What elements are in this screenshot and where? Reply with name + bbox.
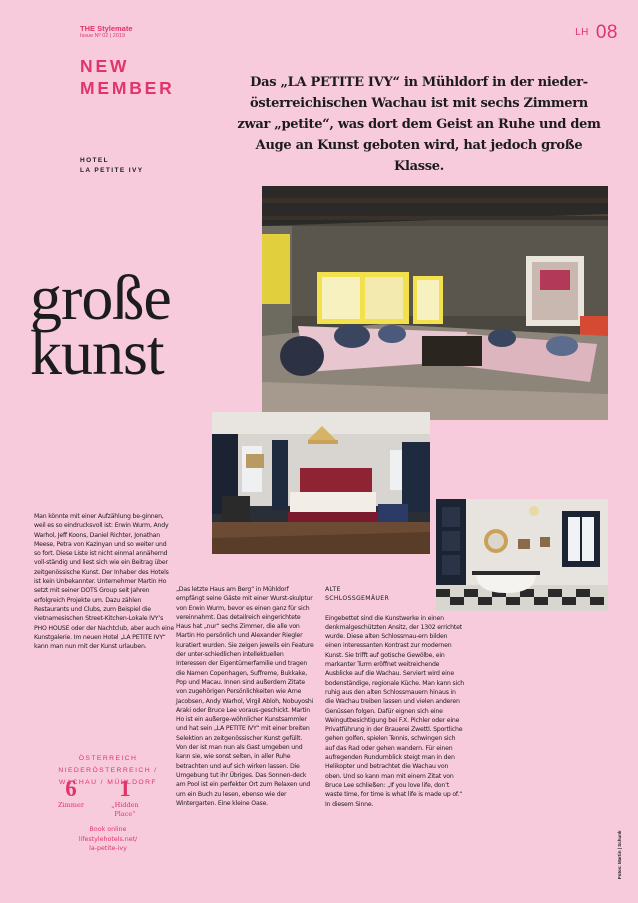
headline-line1: große	[30, 262, 171, 333]
column-3-subheading-line1: ALTE	[325, 586, 341, 593]
column-3-subheading-line2: SCHLOSSGEMÄUER	[325, 595, 390, 603]
body-column-1: Man könnte mit einer Aufzählung be-ginnen, weil es so eindrucksvoll ist: Erwin Wurm, Andy Warhol, Jeff Koons, Daniel Richter, Jonathan Meese, Petra von Kazinyan und so weiter und so fort. Diese Liste ist nicht einmal annähernd voll-ständig und liest sich wie ein Beitrag über zeitgenössische Kunst. Der Inhaber des Hotels ist kein Unbekannter. Unternehmer Martin Ho setzt mit seiner DOTS Group seit Jahren erfolgreich Projekte um. Dazu zählen Restaurants und Clubs, zum Beispiel die vietnamesischen Street-Kitchen-Lokale IVY’s PHO HOUSE oder der Nachtclub, aber auch eine Kunstgalerie. Im neuen Hotel „LA PETITE IVY“ kann man nun mit der Kunst urlauben.	[34, 513, 174, 651]
photo-credit: Fotos: Martin | Schunk	[617, 830, 622, 879]
stat-hidden-place	[90, 777, 160, 818]
location-country: ÖSTERREICH	[78, 755, 138, 762]
page-prefix: LH	[575, 27, 589, 38]
rooms-label: Zimmer	[58, 801, 84, 809]
page-number-value: 08	[595, 22, 618, 43]
book-online-line1: Book online	[89, 826, 127, 833]
book-online-line2: lifestylehotels.net/	[78, 835, 138, 843]
book-online-link[interactable]	[34, 825, 182, 854]
location-region: NIEDERÖSTERREICH /	[58, 767, 158, 774]
issue-number: Issue Nº 02 | 2019	[80, 33, 126, 39]
hotel-label-line2: LA PETITE IVY	[80, 167, 144, 174]
book-online-line3: la-petite-ivy	[89, 845, 127, 852]
headline-line2: kunst	[30, 317, 164, 388]
column-3-subheading	[325, 585, 465, 604]
lead-paragraph: Das „LA PETITE IVY“ in Mühldorf in der nieder-österreichischen Wachau ist mit sechs Zimmern zwar „petite“, was dort dem Geist an Ruhe und dem Auge an Kunst geboten wird, hat jedoch große Klasse.	[237, 75, 601, 174]
section-label-line2: MEMBER	[80, 78, 175, 98]
hidden-place-count: 1	[119, 776, 131, 801]
photo-bedroom	[212, 412, 430, 554]
headline	[30, 262, 240, 388]
rooms-count: 6	[65, 776, 77, 801]
magazine-brand: THE Stylemate	[80, 24, 133, 33]
location-area: WACHAU / MÜHLDORF	[59, 779, 157, 786]
hotel-label	[80, 156, 143, 176]
body-column-3	[325, 585, 465, 809]
body-column-2: „Das letzte Haus am Berg“ in Mühldorf empfängt seine Gäste mit einer Wurst-skulptur von Erwin Wurm, bevor es einen ganz für sich vereinnahmt. Das detailreich eingerichtete Haus hat „nur“ sechs Zimmer, die alle von Martin Ho persönlich und Alexander Riegler kuratiert wurden. Sie zeigen jeweils ein Feature der unter-schiedlichen intellektuellen Interessen der Eigentümerfamilie und tragen die Namen Copenhagen, Suffreme, Bukkake, Pop und Macau. Innen sind außerdem Zitate von zugehörigen Persönlichkeiten wie Arne Jacobsen, Andy Warhol, Virgil Abloh, Nobuyoshi Araki oder Bruce Lee voraus-geschickt. Martin Ho ist ein außerge-wöhnlicher Kunstsammler und hat sein „LA PETITE IVY“ mit einer breiten Selektion an zeitgenössischer Kunst gefüllt. Von der ist man nun als Gast umgeben und kann sie, wie sonst selten, in aller Ruhe betrachten und auf sich wirken lassen. Die Umgebung tut ihr Übriges. Das Sonnen-deck am Pool ist ein perfekter Ort zum Relaxen und um ein Buch zu lesen, ebenso wie der Wintergarten. Eine kleine Oase.	[176, 586, 314, 807]
column-3-text: Eingebettet sind die Kunstwerke in einen denkmalgeschützten Ansitz, der 1302 errichtet wurde. Diese alten Schlossmau-ern bilden einen interessanten Kontrast zur modernen Kunst. Sie trifft auf gotische Gewölbe, ein markanter Turm eröffnet weitreichende Ausblicke auf die Wachau. Serviert wird eine bodenständige, regionale Küche. Man kann sich ruhig aus den alten Schlossmauern hinaus in die Wachau treiben lassen und vielen anderen Genüssen folgen. Dafür eignen sich eine Weingutbesichtigung bei F.X. Pichler oder eine Privatführung in der Brauerei Zwettl. Sportliche gehen golfen, spielen Tennis, schwingen sich auf das Rad oder gehen wandern. Für einen aufregenden Rundumblick steigt man in den Helikopter und betrachtet die Wachau von oben. Und so kann man mit einem Zitat von Bruce Lee schließen: „If you love life, don’t waste time, for time is what life is made up of.“ In diesem Sinne.	[325, 614, 464, 808]
hidden-place-label-line2: Place“	[114, 809, 136, 818]
section-label	[80, 55, 230, 99]
section-label-line1: NEW	[80, 56, 130, 76]
hidden-place-label-line1: „Hidden	[111, 801, 139, 809]
hotel-label-line1: HOTEL	[80, 157, 110, 164]
page-number	[575, 22, 618, 44]
photo-lounge	[262, 186, 608, 420]
